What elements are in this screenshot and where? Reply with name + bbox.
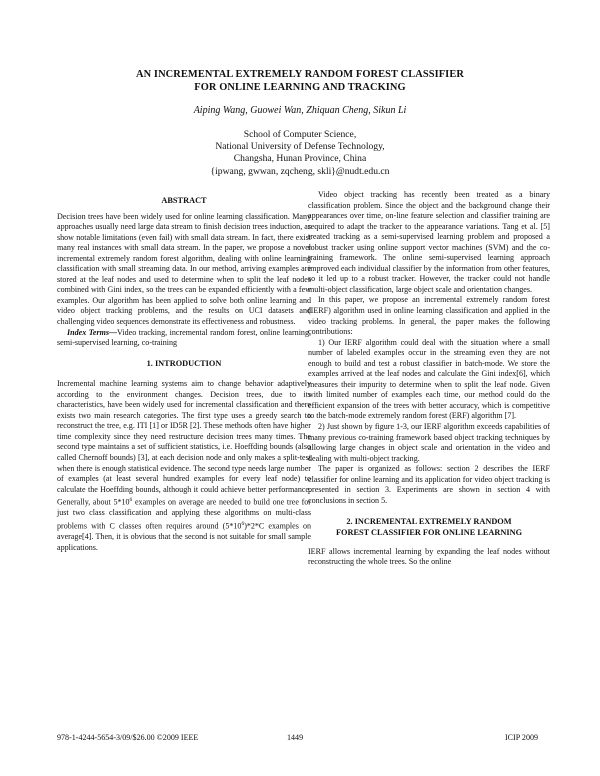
intro-text-a: Incremental machine learning systems aim to change behavior adaptively according to the environment changes. Decision trees, due to its characteristics, have been widely used for incremental classification and there exists two main research categories. The first type uses a greedy search to reconstruct the tree, e.g. ITI [1] or ID5R [2]. These methods often have higher time complexity since they need restructure decision trees many times. The second type maintains a set of sufficient statistics, i.e. Hoeffding bounds (also called Chernoff bounds) [3], at each decision node and only makes a split-test when there is enough statistical evidence. The second type needs large number of examples (at least several hundred examples for every leaf node) to calculate the Hoeffding bounds, although it could achieve better performance. Generally, about 5*10 (57, 379, 311, 507)
paragraph: The paper is organized as follows: section 2 describes the IERF classifier for online learning and its application for video object tracking is presented in section 3. Experiments are shown in section 4 with conclusions in section 5. (308, 464, 550, 505)
right-column (308, 190, 550, 568)
intro-heading: 1. INTRODUCTION (146, 358, 222, 368)
footer-venue: ICIP 2009 (505, 733, 539, 742)
affiliation-line: School of Computer Science, (243, 129, 357, 140)
intro-text-b: examples on average are needed to build one tree for just two class classification and applying these algorithms on multi-class problems with C classes often requires around (5*10 (57, 497, 311, 531)
paragraph: 1) Our IERF algorithm could deal with the situation where a small number of labeled examples occur in the streaming even they are not enough to build and test a robust classifier in batch-mode. We store the examples arrived at the leaf nodes and calculate the Gini index[6], which measures their impurity to determine when to split the leaf node. Given with limited number of examples each time, our method could do the efficient expansion of the trees with better accuracy, which is competitive to the batch-mode extremely random forest (ERF) algorithm [7]. (308, 337, 550, 421)
affiliation-line: National University of Defense Technology, (215, 141, 385, 153)
title-line-2: FOR ONLINE LEARNING AND TRACKING (194, 82, 406, 93)
title-line-1: AN INCREMENTAL EXTREMELY RANDOM FOREST CLASSIFIER (136, 69, 464, 80)
paragraph: Video object tracking has recently been treated as a binary classification problem. Since the object and the background change their appearances over time, on-line feature selection and classifier training are required to adapt the tracker to the appearance variations. Tang et al. [5] treated tracking as a semi-supervised learning problem and proposed a robust tracker using online support vector machines (SVM) and the co-training framework. The online semi-supervised learning approach improved each individual classifier by the information from other features, so it led up to a robust tracker. However, the tracker could not handle multi-object classification, large object scale and orientation changes. (308, 190, 550, 294)
affiliation (0, 129, 600, 178)
section2-heading-line: 2. INCREMENTAL EXTREMELY RANDOM (346, 517, 512, 527)
left-column (57, 196, 311, 553)
superscript: 6 (129, 497, 133, 504)
abstract-heading: ABSTRACT (161, 196, 207, 205)
index-terms-label: Index Terms— (67, 327, 118, 337)
abstract-text: Decision trees have been widely used for online learning classification. Many approaches usually need large data stream to finish decision trees induction, as show notable limitations (even fail) with small data stream. In fact, there exist many real instances with small data stream. In the paper, we propose a novel incremental extremely random forest algorithm, dealing with online learning classification with small streaming data. In our method, arriving examples are stored at the leaf nodes and used to determine when to split the leaf nodes combined with Gini index, so the trees can be expanded efficiently with a few examples. Our algorithm has been applied to solve both online learning and video object tracking problems, and the results on UCI datasets and challenging video sequences demonstrate its effectiveness and robustness. (57, 211, 311, 327)
intro-text-c: )*2*C examples on average[4]. Then, it is obvious that the second is not suitable for small sample applications. (57, 521, 311, 552)
footer-isbn: 978-1-4244-5654-3/09/$26.00 ©2009 IEEE (57, 733, 199, 742)
section2-heading-line: FOREST CLASSIFIER FOR ONLINE LEARNING (335, 527, 523, 537)
intro-paragraph (57, 379, 311, 553)
affiliation-line: Changsha, Hunan Province, China (233, 153, 367, 165)
superscript: 6 (241, 520, 245, 527)
paragraph: In this paper, we propose an incremental extremely random forest (IERF) algorithm used in online learning classification and applied in the video tracking problems. In general, the paper makes the following contributions: (308, 295, 550, 337)
authors: Aiping Wang, Guowei Wan, Zhiquan Cheng, Sikun Li (193, 105, 407, 116)
paragraph: IERF allows incremental learning by expanding the leaf nodes without reconstructing the whole trees. So the online (308, 546, 550, 567)
paper-title (0, 68, 600, 94)
affiliation-email: {ipwang, gwwan, zqcheng, skli}@nudt.edu.cn (210, 165, 390, 177)
paragraph: 2) Just shown by figure 1-3, our IERF algorithm exceeds capabilities of many previous co-training framework based object tracking techniques by allowing large changes in object scale and orientation in the video and dealing with multi-object tracking. (308, 422, 550, 463)
index-terms-text: Video tracking, incremental random forest, online learning, semi-supervised learning, co-training (57, 327, 311, 348)
footer-page-number: 1449 (287, 733, 304, 742)
section2-heading (308, 517, 550, 538)
index-terms (57, 328, 311, 349)
